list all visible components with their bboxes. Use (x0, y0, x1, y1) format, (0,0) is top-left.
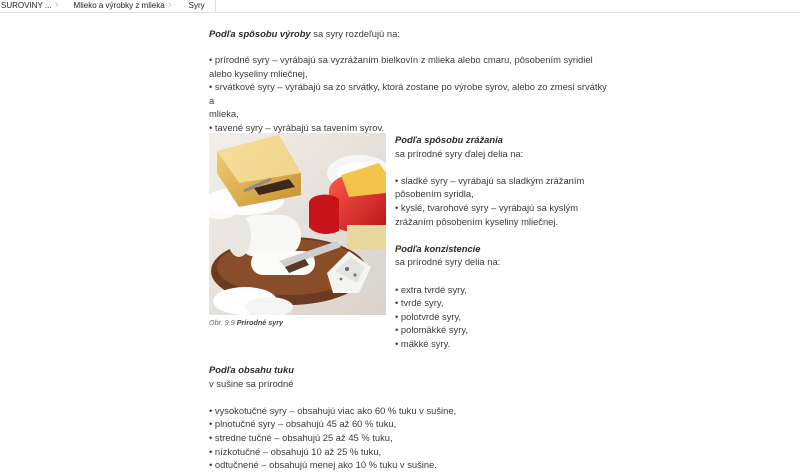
figure-caption (209, 318, 283, 327)
breadcrumb-label: Mlieko a výrobky z mlieka (73, 1, 165, 10)
list-item: • odtučnené – obsahujú menej ako 10 % tuku v sušine. (209, 459, 437, 471)
list-item: • srvátkové syry – vyrábajú sa zo srvátky, ktorá zostane po výrobe syrov, alebo zo zmesi srvátky a (209, 81, 607, 106)
breadcrumb-item-mlieko[interactable] (62, 0, 175, 12)
list-item: • tvrdé syry, (395, 297, 444, 309)
list-item: pôsobením syridla, (395, 188, 474, 200)
list-item: • vysokotučné syry – obsahujú viac ako 60 % tuku v sušine, (209, 404, 457, 416)
figure-caption-text: Prírodné syry (236, 318, 284, 327)
figure-label: Obr. 9.9 (209, 318, 237, 327)
list-item: • mäkké syry. (395, 337, 451, 349)
section-production-intro (209, 27, 609, 41)
list-item: • stredne tučné – obsahujú 25 až 45 % tuku, (209, 431, 393, 443)
right-column (395, 133, 625, 351)
section-heading: Podľa spôsobu výroby (209, 28, 311, 39)
list-item: • sladké syry – vyrábajú sa sladkým zrážaním (395, 174, 585, 186)
section-fat-content (209, 363, 609, 472)
section-intro-text: sa syry rozdeľujú na: (310, 28, 400, 39)
list-item: • tavené syry – vyrábajú sa tavením syrov. (209, 121, 385, 133)
chevron-right-icon: › (167, 0, 172, 11)
section-heading: Podľa obsahu tuku (209, 364, 294, 375)
section-intro-text: sa prírodné syry delia na: (395, 256, 501, 268)
list-item: • extra tvrdé syry, (395, 283, 467, 295)
breadcrumb-label: Syry (188, 1, 205, 10)
list-item: • kyslé, tvarohové syry – vyrábajú sa kyslým (395, 201, 579, 213)
breadcrumb-item-suroviny[interactable] (0, 0, 62, 12)
list-item: • polomäkké syry, (395, 324, 468, 336)
breadcrumb-item-syry[interactable] (175, 0, 215, 12)
section-heading: Podľa spôsobu zrážania (395, 134, 503, 145)
section-intro-text: sa prírodné syry ďalej delia na: (395, 147, 524, 159)
chevron-right-icon: › (54, 0, 59, 11)
list-item: alebo kyseliny mliečnej, (209, 67, 308, 79)
list-item: • prírodné syry – vyrábajú sa vyzrážaním bielkovín z mlieka alebo cmaru, pôsobením syridiel (209, 54, 593, 65)
list-item: • nízkotučné – obsahujú 10 až 25 % tuku, (209, 445, 382, 457)
section-intro-text: v sušine sa prírodné (209, 377, 294, 389)
list-item: • polotvrdé syry, (395, 310, 462, 322)
breadcrumb-label: SUROVINY ... (1, 1, 52, 10)
section-production-list (209, 53, 609, 135)
list-item: • plnotučné syry – obsahujú 45 až 60 % tuku, (209, 418, 397, 430)
section-heading: Podľa konzistencie (395, 242, 481, 254)
list-item: zrážaním pôsobením kyseliny mliečnej. (395, 215, 559, 227)
breadcrumb (0, 0, 800, 13)
list-item: mlieka, (209, 108, 239, 120)
cheese-photo (209, 133, 386, 315)
cheese-image-icon (209, 133, 386, 315)
